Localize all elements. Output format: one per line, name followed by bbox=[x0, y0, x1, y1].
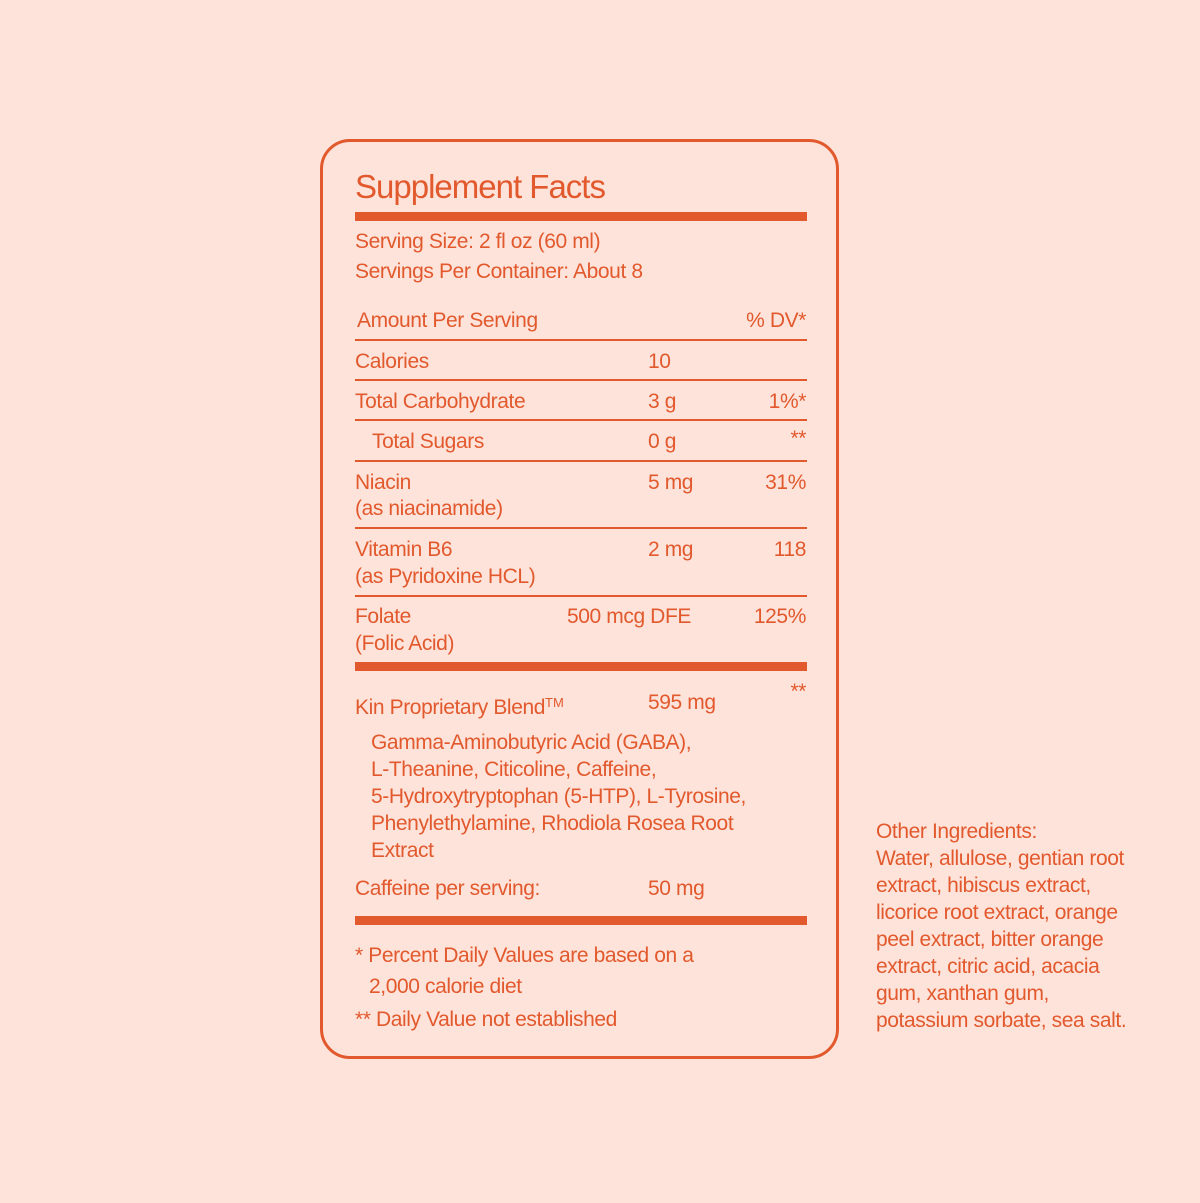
title-divider bbox=[355, 212, 807, 221]
nutrient-amount-calories: 10 bbox=[648, 350, 671, 373]
caffeine-amount: 50 mg bbox=[648, 877, 705, 900]
nutrient-amount-niacin: 5 mg bbox=[648, 471, 694, 494]
blend-divider bbox=[355, 662, 807, 671]
other-ingredients-line: extract, citric acid, acacia bbox=[876, 955, 1100, 978]
nutrient-dv-vitamin-b6: 118 bbox=[773, 538, 806, 561]
label-title: Supplement Facts bbox=[355, 168, 605, 205]
nutrient-name-vitamin-b6: Vitamin B6 bbox=[355, 538, 453, 561]
nutrient-dv-sugars: ** bbox=[790, 427, 806, 450]
footnote-not-established: ** Daily Value not established bbox=[355, 1008, 617, 1031]
blend-ingredient-line: Gamma-Aminobutyric Acid (GABA), bbox=[371, 731, 692, 754]
nutrient-amount-vitamin-b6: 2 mg bbox=[648, 538, 694, 561]
row-divider bbox=[355, 339, 807, 341]
other-ingredients-line: potassium sorbate, sea salt. bbox=[876, 1009, 1127, 1032]
blend-amount: 595 mg bbox=[648, 691, 716, 714]
other-ingredients-line: extract, hibiscus extract, bbox=[876, 874, 1091, 897]
trademark-symbol: TM bbox=[545, 695, 564, 710]
nutrient-sub-folate: (Folic Acid) bbox=[355, 632, 455, 655]
blend-name-text: Kin Proprietary Blend bbox=[355, 696, 546, 719]
blend-name bbox=[355, 689, 564, 721]
nutrient-name-sugars: Total Sugars bbox=[372, 430, 484, 453]
nutrient-amount-sugars: 0 g bbox=[648, 430, 676, 453]
nutrient-dv-carbohydrate: 1%* bbox=[768, 390, 806, 413]
blend-ingredient-line: 5-Hydroxytryptophan (5-HTP), L-Tyrosine, bbox=[371, 785, 746, 808]
nutrient-sub-vitamin-b6: (as Pyridoxine HCL) bbox=[355, 565, 536, 588]
other-ingredients-line: peel extract, bitter orange bbox=[876, 928, 1104, 951]
other-ingredients-line: Water, allulose, gentian root bbox=[876, 847, 1124, 870]
footnote-daily-values: * Percent Daily Values are based on a bbox=[355, 944, 694, 967]
footnote-divider bbox=[355, 916, 807, 925]
row-divider bbox=[355, 379, 807, 381]
other-ingredients-heading: Other Ingredients: bbox=[876, 820, 1037, 843]
blend-ingredient-line: Phenylethylamine, Rhodiola Rosea Root bbox=[371, 812, 734, 835]
other-ingredients-line: licorice root extract, orange bbox=[876, 901, 1118, 924]
nutrient-dv-niacin: 31% bbox=[765, 471, 806, 494]
nutrient-name-calories: Calories bbox=[355, 350, 429, 373]
blend-ingredient-line: L-Theanine, Citicoline, Caffeine, bbox=[371, 758, 657, 781]
row-divider bbox=[355, 527, 807, 529]
blend-ingredient-line: Extract bbox=[371, 839, 434, 862]
caffeine-label: Caffeine per serving: bbox=[355, 877, 540, 900]
blend-dv: ** bbox=[790, 680, 806, 703]
nutrient-amount-carbohydrate: 3 g bbox=[648, 390, 676, 413]
nutrient-dv-folate: 125% bbox=[753, 605, 806, 628]
nutrient-sub-niacin: (as niacinamide) bbox=[355, 497, 503, 520]
row-divider bbox=[355, 460, 807, 462]
row-divider bbox=[355, 595, 807, 597]
other-ingredients-line: gum, xanthan gum, bbox=[876, 982, 1049, 1005]
nutrient-amount-folate: 500 mcg DFE bbox=[567, 605, 691, 628]
serving-size: Serving Size: 2 fl oz (60 ml) bbox=[355, 230, 601, 253]
amount-per-serving-header: Amount Per Serving bbox=[357, 309, 538, 332]
dv-header: % DV* bbox=[746, 309, 806, 332]
nutrient-name-folate: Folate bbox=[355, 605, 411, 628]
row-divider bbox=[355, 419, 807, 421]
servings-per-container: Servings Per Container: About 8 bbox=[355, 260, 643, 283]
nutrient-name-carbohydrate: Total Carbohydrate bbox=[355, 390, 526, 413]
footnote-daily-values-cont: 2,000 calorie diet bbox=[369, 975, 522, 998]
nutrient-name-niacin: Niacin bbox=[355, 471, 411, 494]
